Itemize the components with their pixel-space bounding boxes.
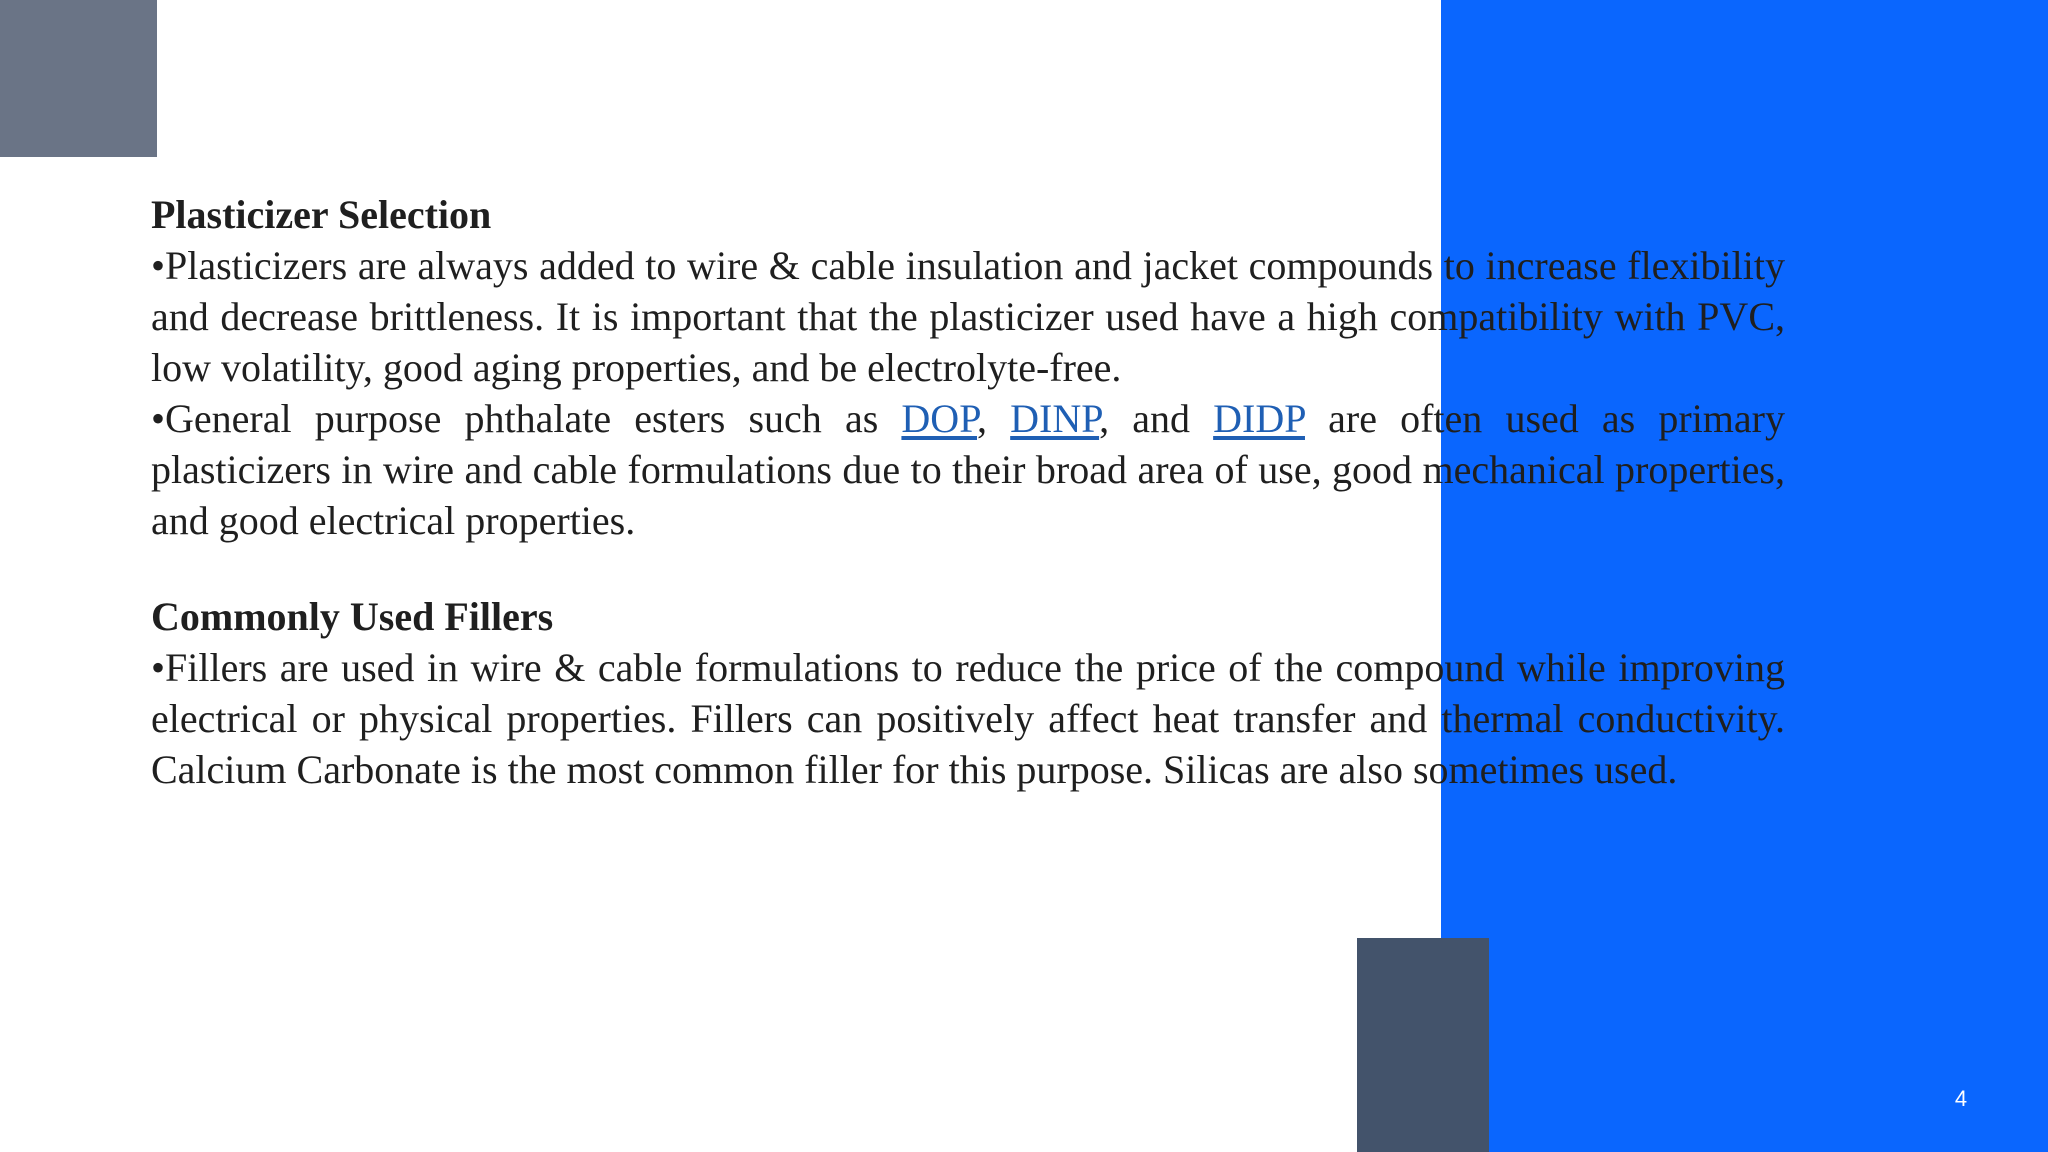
page-number: 4 xyxy=(1954,1086,1968,1111)
bullet-2-prefix: •General purpose phthalate esters such as xyxy=(151,396,902,441)
plasticizer-bullet-2 xyxy=(151,393,1785,546)
section-spacer xyxy=(151,546,1785,591)
plasticizer-selection-heading: Plasticizer Selection xyxy=(151,192,492,237)
commonly-used-fillers-heading: Commonly Used Fillers xyxy=(151,594,554,639)
bullet-2-suffix: are often used as primary plasticizers in wire and cable formulations due to their broad area of use, good mechanical properties, and good electrical properties. xyxy=(151,396,1785,543)
bullet-2-separator-2: , and xyxy=(1099,396,1214,441)
plasticizer-bullet-1: •Plasticizers are always added to wire & cable insulation and jacket compounds to increase flexibility and decrease brittleness. It is important that the plasticizer used have a high compatibility with PVC, low volatility, good aging properties, and be electrolyte-free. xyxy=(151,243,1785,390)
dinp-link[interactable]: DINP xyxy=(1010,396,1100,441)
fillers-bullet-1: •Fillers are used in wire & cable formulations to reduce the price of the compound while improving electrical or physical properties. Fillers can positively affect heat transfer and thermal conductivity. Calcium Carbonate is the most common filler for this purpose. Silicas are also sometimes used. xyxy=(151,645,1785,792)
slate-accent-block xyxy=(1357,938,1489,1152)
gray-corner-square xyxy=(0,0,157,157)
bullet-2-separator-1: , xyxy=(977,396,1011,441)
slide-body xyxy=(151,189,1785,795)
dop-link[interactable]: DOP xyxy=(901,396,978,441)
didp-link[interactable]: DIDP xyxy=(1213,396,1305,441)
